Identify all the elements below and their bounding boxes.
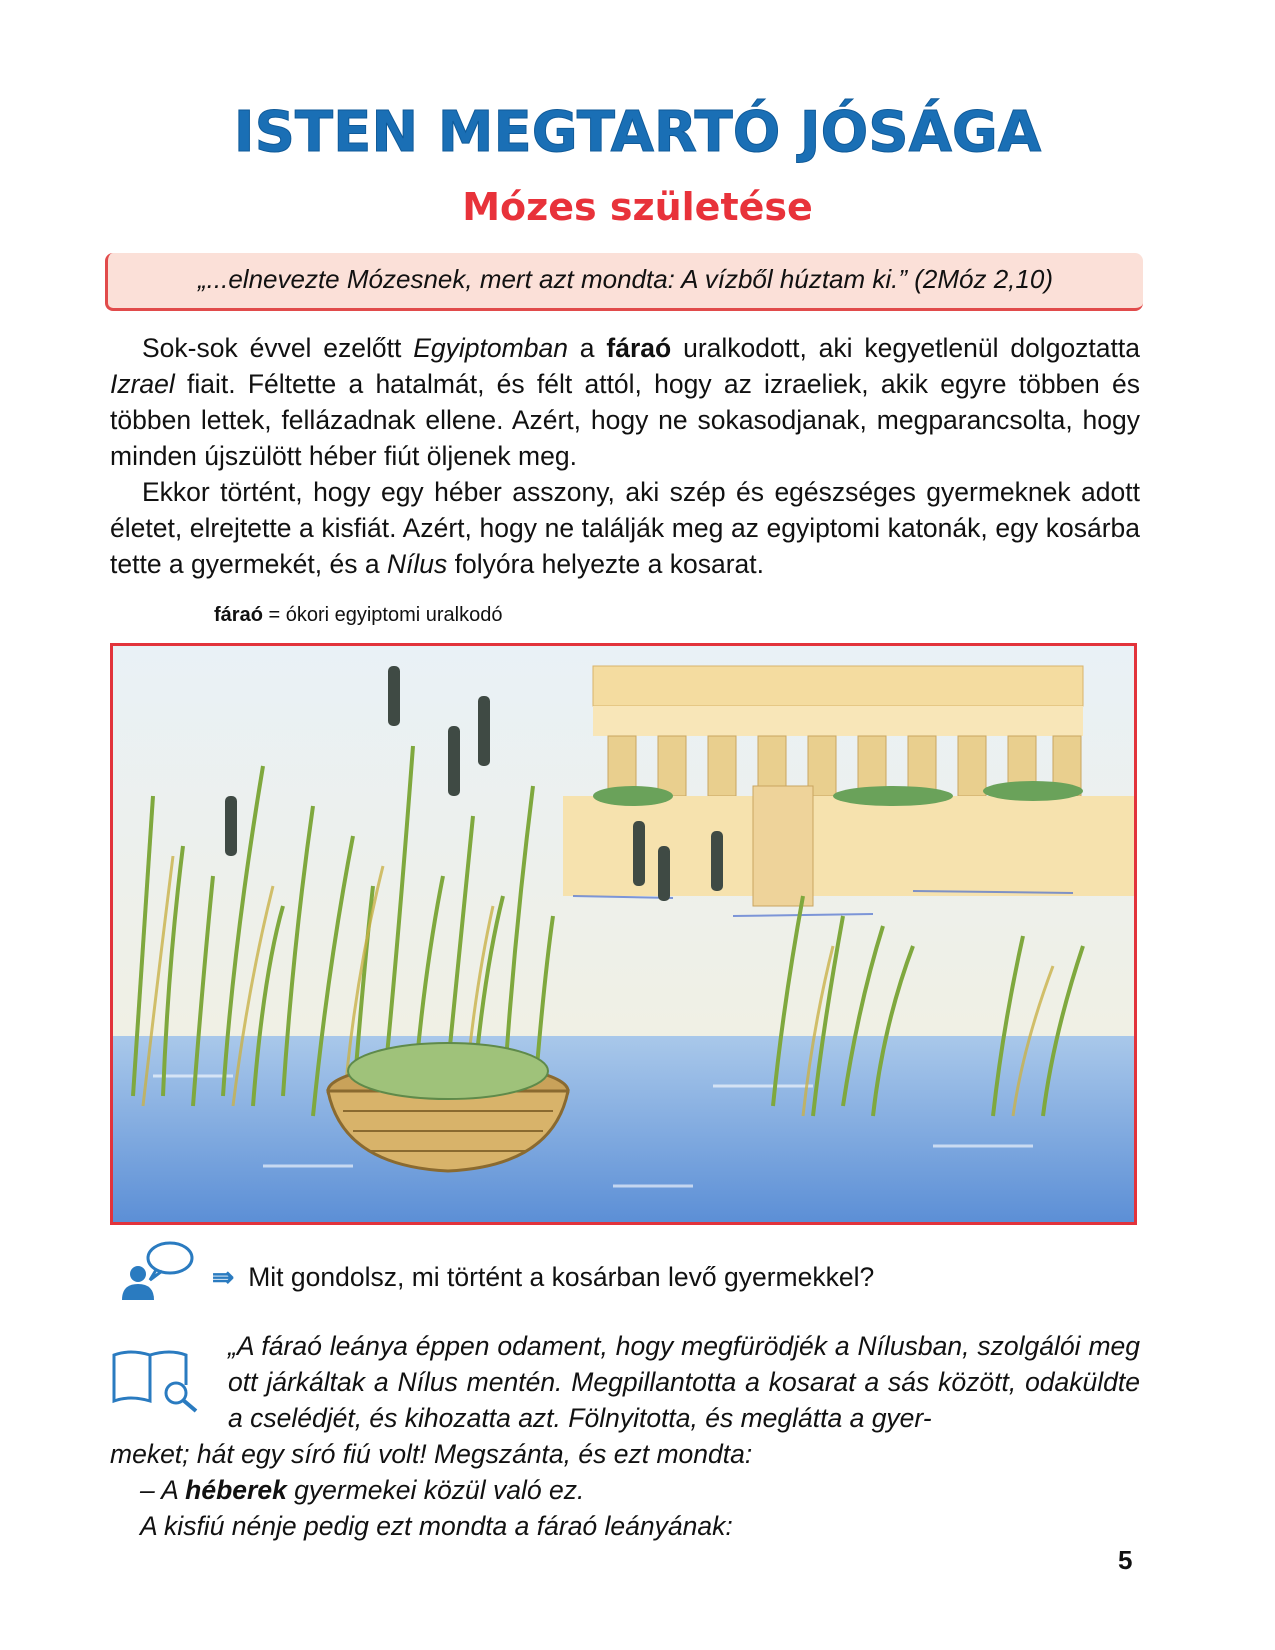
text-span: – A — [140, 1475, 186, 1505]
term-pharaoh: fáraó — [606, 333, 672, 363]
bible-passage-1: „A fáraó leánya éppen odament, hogy megfürödjék a Nílusban, szolgálói meg ott járkáltak a Nílus mentén. Megpillantotta a kosarat a sás között, odaküldte a cselédjét, és kihozatta azt. Fölnyitotta, és meglátta a gyer- — [228, 1331, 1140, 1433]
text-span: Sok-sok évvel ezelőtt — [142, 333, 414, 363]
page-subtitle: Mózes születése — [462, 185, 813, 229]
paragraph-2 — [110, 474, 1140, 582]
question-text: Mit gondolsz, mi történt a kosárban levő gyermekkel? — [248, 1262, 875, 1292]
text-span: a — [567, 333, 607, 363]
moses-basket-illustration — [110, 643, 1137, 1225]
glossary-term: fáraó — [214, 604, 263, 626]
scripture-quote: „...elnevezte Mózesnek, mert azt mondta: A vízből húztam ki.” (2Móz 2,10) — [198, 264, 1053, 294]
bible-passage-3 — [110, 1472, 1140, 1508]
people-israel: Izrael — [110, 369, 175, 399]
text-span: uralkodott, aki kegyetlenül dolgoztatta — [671, 333, 1140, 363]
arrow-icon: ⇛ — [212, 1262, 235, 1292]
glossary-definition: = ókori egyiptomi uralkodó — [262, 604, 503, 626]
scripture-quote-box — [105, 253, 1143, 311]
glossary-footnote — [214, 604, 502, 627]
place-nile: Nílus — [386, 549, 448, 579]
water-area — [113, 1036, 1134, 1222]
illustration-drawing — [113, 646, 1134, 1222]
paragraph-1 — [110, 330, 1140, 474]
discussion-icon — [118, 1240, 196, 1302]
paragraph-1-text — [110, 330, 1140, 474]
place-egypt: Egyiptomban — [413, 333, 568, 363]
text-span: gyermekei közül való ez. — [286, 1475, 585, 1505]
page-title: ISTEN MEGTARTÓ JÓSÁGA — [233, 100, 1042, 165]
text-span: Ekkor történt, hogy egy héber asszony, aki szép és egészséges gyermeknek adott életet, elrejtette a kisfiát. Azért, hogy ne találják meg az egyiptomi katonák, egy kosárba tette a gyermekét, és a — [110, 477, 1140, 579]
text-span: folyóra helyezte a kosarat. — [447, 549, 765, 579]
bible-passage-4: A kisfiú nénje pedig ezt mondta a fáraó leányának: — [140, 1511, 733, 1541]
paragraph-2-text — [110, 474, 1140, 582]
text-span: fiait. Féltette a hatalmát, és félt attól, hogy az izraeliek, akik egyre többen és többen lettek, fellázadnak ellene. Azért, hogy ne sokasodjanak, megparancsolta, hogy minden újszülött héber fiút öljenek meg. — [110, 369, 1140, 471]
discussion-question — [212, 1262, 874, 1293]
page-number: 5 — [1118, 1545, 1133, 1575]
bible-passage-2: meket; hát egy síró fiú volt! Megszánta, és ezt mondta: — [110, 1439, 753, 1469]
term-hebrews: héberek — [185, 1475, 287, 1505]
